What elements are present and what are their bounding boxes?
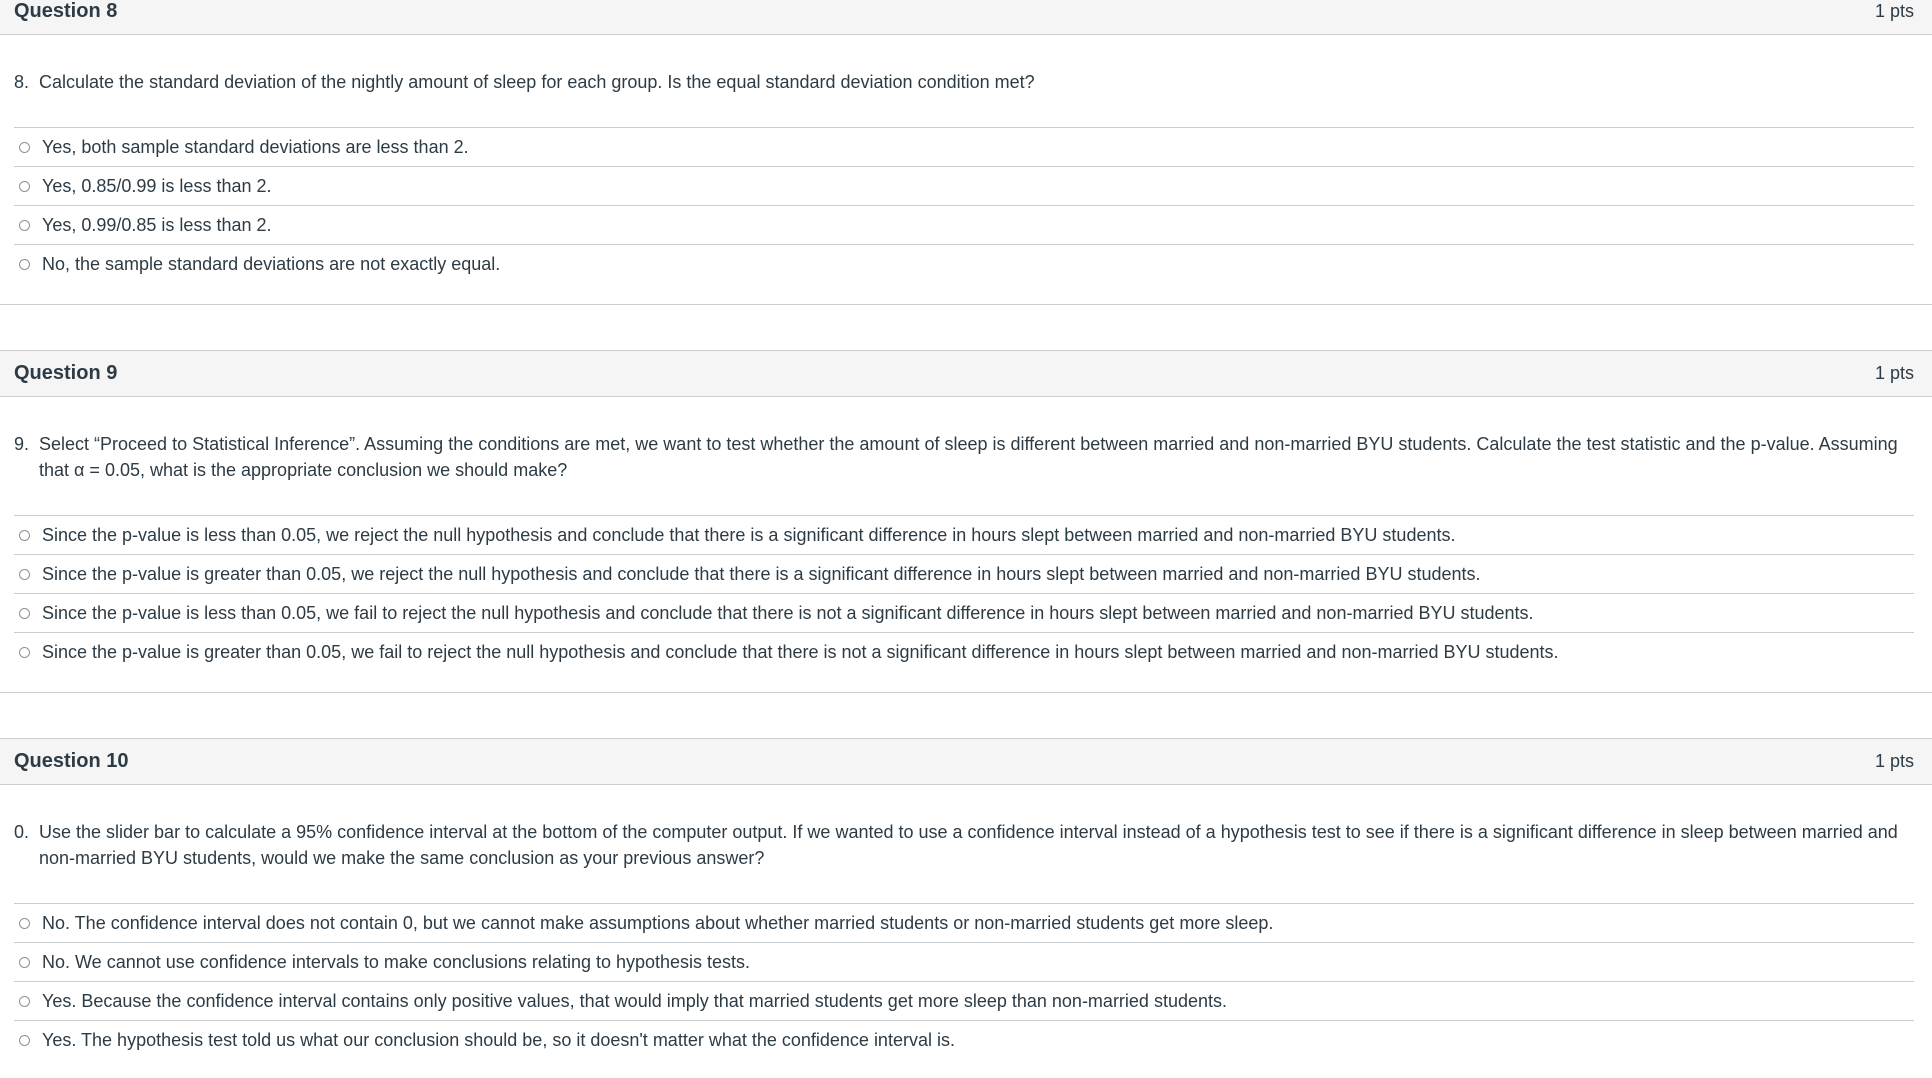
question-divider (0, 692, 1932, 693)
question-title: Question 9 (14, 362, 118, 384)
question-header (0, 0, 1932, 35)
answer-option[interactable] (14, 633, 1914, 671)
question-prompt: Use the slider bar to calculate a 95% confidence interval at the bottom of the computer output. If we wanted to use a confidence interval instead of a hypothesis test to see if there is a significant difference in sleep between married and non-married BYU students, would we make the same conclusion as your previous answer? (39, 822, 1898, 868)
answer-label: Yes. The hypothesis test told us what our conclusion should be, so it doesn't matter what the confidence interval is. (42, 1029, 955, 1050)
answer-label: Since the p-value is less than 0.05, we reject the null hypothesis and conclude that there is a significant difference in hours slept between married and non-married BYU students. (42, 524, 1456, 545)
answer-label: Yes, 0.99/0.85 is less than 2. (42, 214, 272, 235)
answer-option[interactable] (14, 128, 1914, 167)
answer-option[interactable] (14, 516, 1914, 555)
answer-label: No, the sample standard deviations are not exactly equal. (42, 253, 501, 274)
answer-option[interactable] (14, 555, 1914, 594)
question-number: 9. (14, 434, 30, 454)
radio-button[interactable] (19, 181, 30, 192)
radio-button[interactable] (19, 530, 30, 541)
answer-list (14, 903, 1914, 1059)
question-number: 0. (14, 822, 30, 842)
question-divider (0, 304, 1932, 305)
radio-button[interactable] (19, 220, 30, 231)
answer-option[interactable] (14, 245, 1914, 283)
answer-option[interactable] (14, 206, 1914, 245)
radio-button[interactable] (19, 1035, 30, 1046)
question-prompt: Calculate the standard deviation of the nightly amount of sleep for each group. Is the equal standard deviation condition met? (39, 72, 1035, 92)
answer-label: Since the p-value is less than 0.05, we fail to reject the null hypothesis and conclude that there is not a significant difference in hours slept between married and non-married BYU students. (42, 602, 1534, 623)
question-title: Question 10 (14, 750, 129, 772)
question-body (0, 819, 1932, 1059)
answer-list (14, 127, 1914, 283)
radio-button[interactable] (19, 918, 30, 929)
answer-option[interactable] (14, 167, 1914, 206)
answer-label: Yes, 0.85/0.99 is less than 2. (42, 175, 272, 196)
question-10 (0, 738, 1932, 1059)
question-text (14, 431, 1914, 483)
answer-label: No. We cannot use confidence intervals to make conclusions relating to hypothesis tests. (42, 951, 751, 972)
radio-button[interactable] (19, 259, 30, 270)
question-text (14, 69, 1914, 95)
radio-button[interactable] (19, 957, 30, 968)
answer-label: Yes. Because the confidence interval contains only positive values, that would imply that married students get more sleep than non-married students. (42, 990, 1227, 1011)
radio-button[interactable] (19, 569, 30, 580)
answer-label: No. The confidence interval does not contain 0, but we cannot make assumptions about whether married students or non-married students get more sleep. (42, 912, 1274, 933)
answer-option[interactable] (14, 594, 1914, 633)
radio-button[interactable] (19, 608, 30, 619)
question-title: Question 8 (14, 0, 118, 22)
question-prompt: Select “Proceed to Statistical Inference”. Assuming the conditions are met, we want to test whether the amount of sleep is different between married and non-married BYU students. Calculate the test statistic and the p-value. Assuming that α = 0.05, what is the appropriate conclusion we should make? (39, 434, 1898, 480)
question-body (0, 69, 1932, 283)
radio-button[interactable] (19, 996, 30, 1007)
question-header (0, 350, 1932, 397)
question-8 (0, 0, 1932, 283)
radio-button[interactable] (19, 142, 30, 153)
question-9 (0, 350, 1932, 671)
answer-option[interactable] (14, 982, 1914, 1021)
question-points: 1 pts (1874, 363, 1914, 383)
answer-option[interactable] (14, 904, 1914, 943)
question-text (14, 819, 1914, 871)
question-body (0, 431, 1932, 671)
answer-label: Since the p-value is greater than 0.05, we fail to reject the null hypothesis and conclude that there is not a significant difference in hours slept between married and non-married BYU students. (42, 641, 1559, 662)
answer-list (14, 515, 1914, 671)
question-header (0, 738, 1932, 785)
answer-option[interactable] (14, 1021, 1914, 1059)
answer-label: Yes, both sample standard deviations are less than 2. (42, 136, 469, 157)
answer-option[interactable] (14, 943, 1914, 982)
answer-label: Since the p-value is greater than 0.05, we reject the null hypothesis and conclude that there is a significant difference in hours slept between married and non-married BYU students. (42, 563, 1481, 584)
question-points: 1 pts (1874, 751, 1914, 771)
radio-button[interactable] (19, 647, 30, 658)
question-points: 1 pts (1874, 0, 1914, 21)
question-number: 8. (14, 72, 30, 92)
